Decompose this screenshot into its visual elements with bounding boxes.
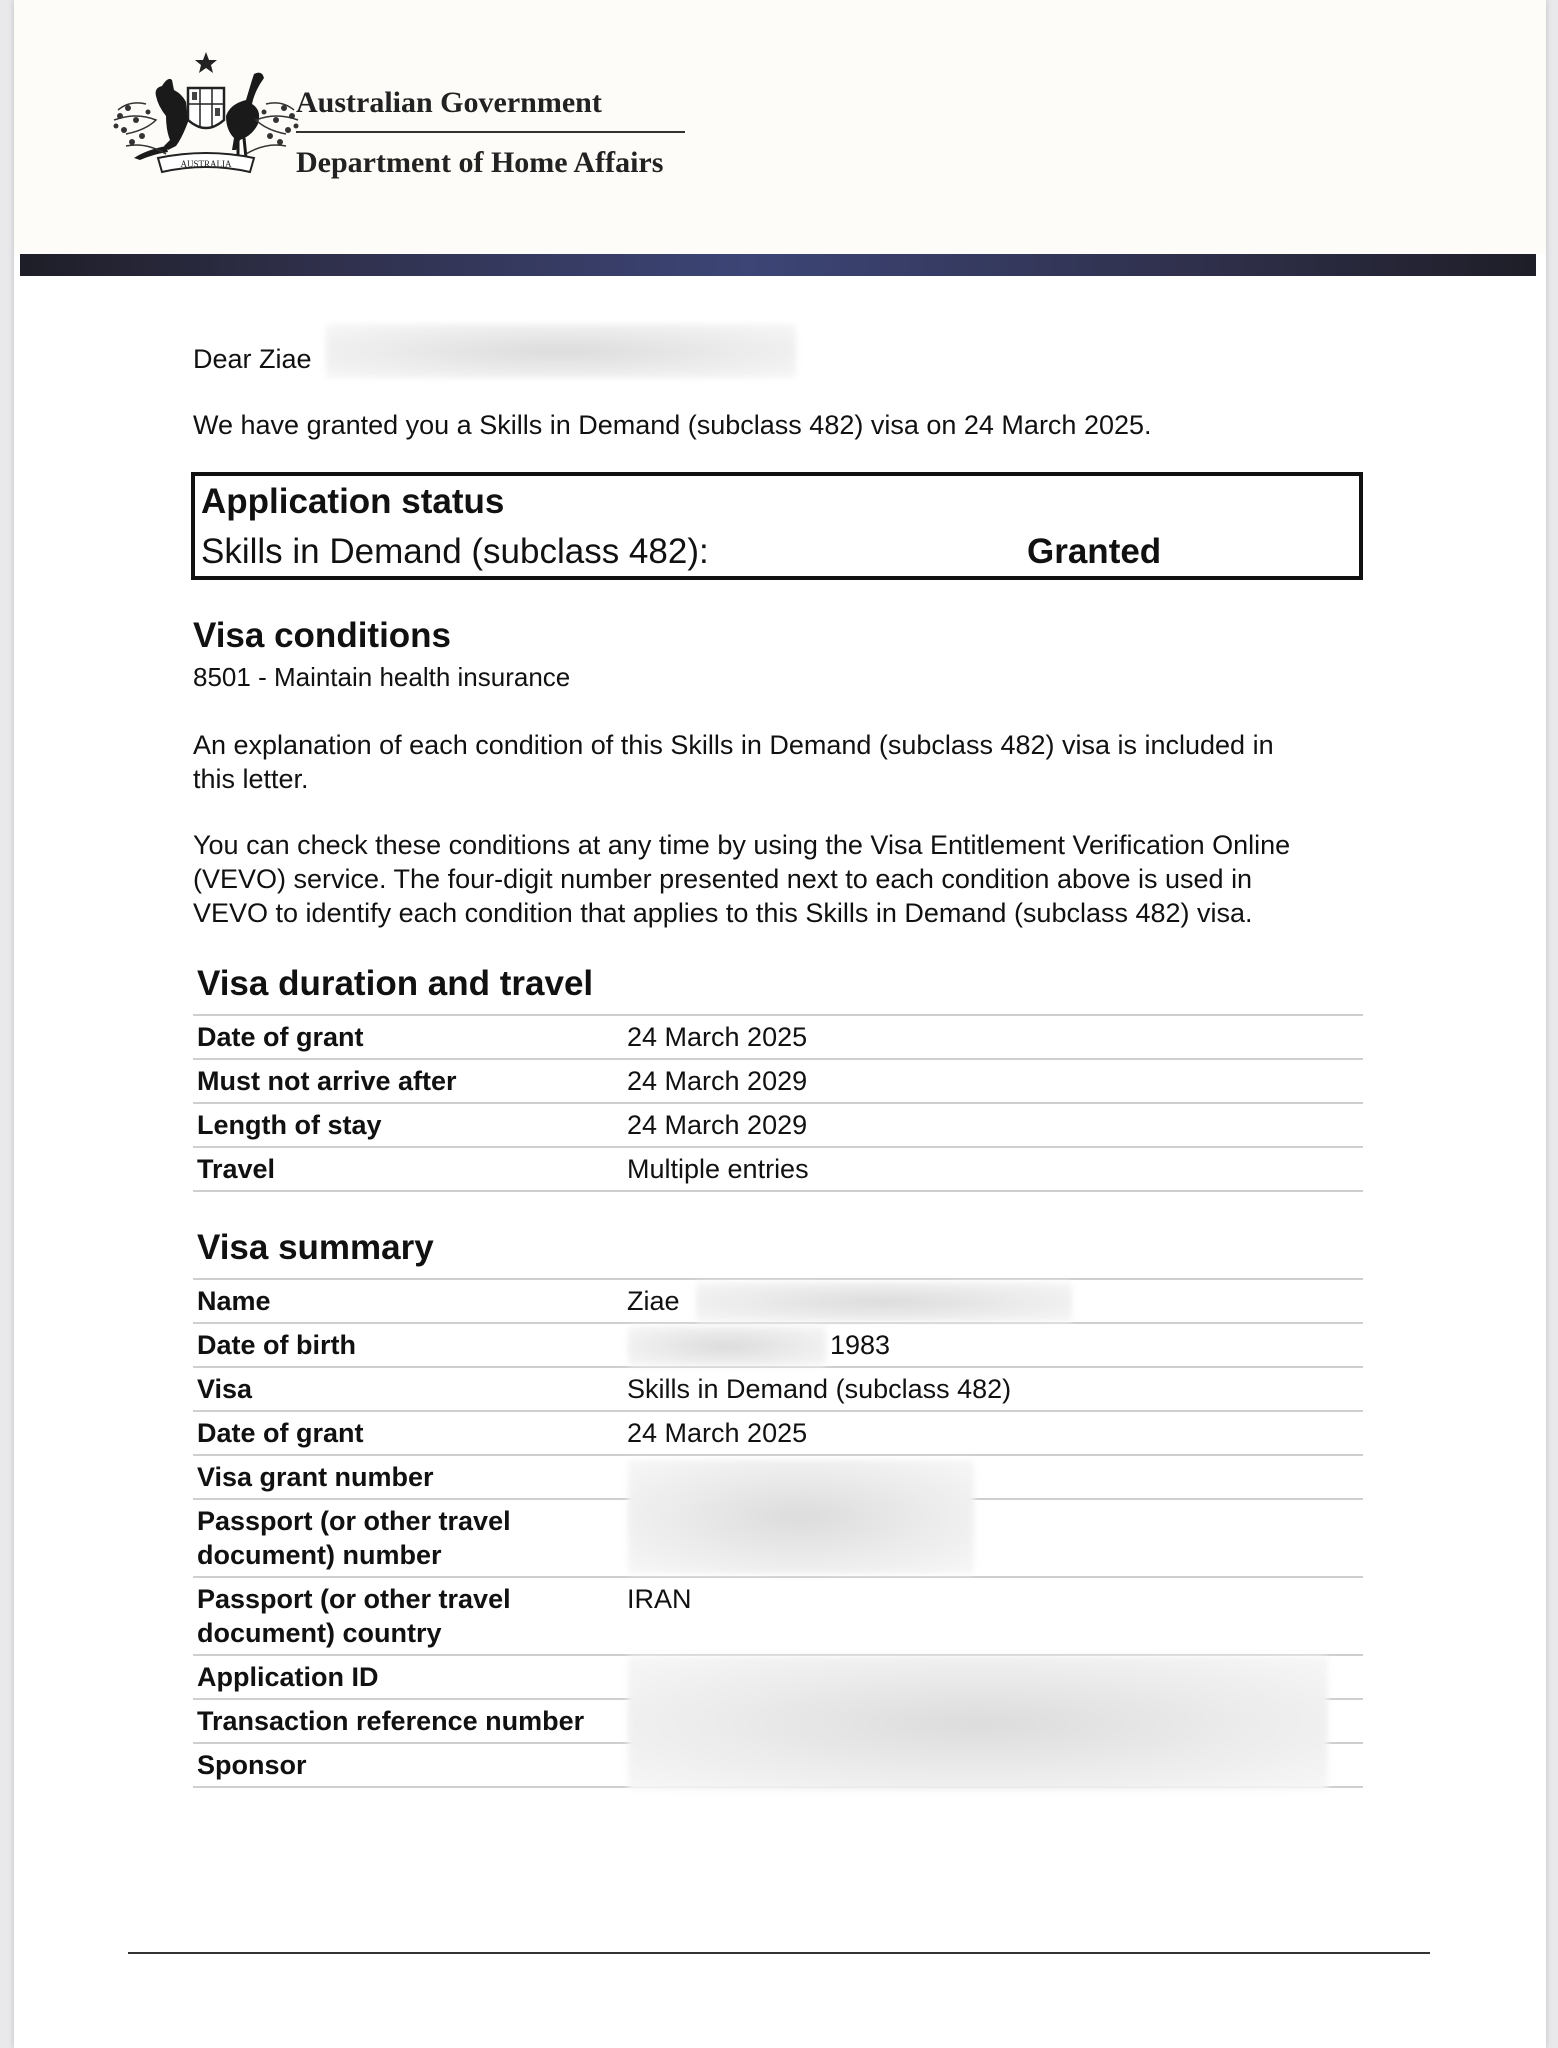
- condition-8501: 8501 - Maintain health insurance: [193, 662, 571, 692]
- table-row: [193, 1148, 1363, 1192]
- row-label: document) number: [197, 1540, 442, 1570]
- table-row: [193, 1060, 1363, 1104]
- coat-of-arms-icon: [106, 50, 306, 190]
- visa-summary-heading: Visa summary: [197, 1228, 434, 1267]
- application-status-value: Granted: [1027, 532, 1162, 571]
- table-row: [193, 1412, 1363, 1456]
- visa-conditions-heading: Visa conditions: [193, 616, 452, 655]
- row-label: Date of grant: [197, 1022, 364, 1052]
- table-row: [193, 1578, 1363, 1656]
- header-banner-stripe: [20, 254, 1536, 276]
- government-name: Australian Government: [296, 86, 602, 119]
- table-row: [193, 1016, 1363, 1060]
- redacted-surname: [326, 324, 796, 378]
- row-label: Transaction reference number: [197, 1706, 585, 1736]
- vevo-paragraph-line1: You can check these conditions at any time by using the Visa Entitlement Verification Online: [193, 830, 1291, 860]
- department-name: Department of Home Affairs: [296, 146, 664, 179]
- application-status-title: Application status: [201, 482, 505, 521]
- footer-divider: [128, 1952, 1430, 1954]
- letterhead: [14, 0, 1546, 254]
- application-status-box: [191, 472, 1363, 580]
- row-value: Skills in Demand (subclass 482): [627, 1374, 1012, 1404]
- letter-page: [14, 0, 1546, 2048]
- table-row: [193, 1368, 1363, 1412]
- row-label: Sponsor: [197, 1750, 307, 1780]
- row-label: Name: [197, 1286, 271, 1316]
- row-label: Visa grant number: [197, 1462, 434, 1492]
- conditions-explanation-line1: An explanation of each condition of this Skills in Demand (subclass 482) visa is included in: [193, 730, 1274, 760]
- row-label: Date of birth: [197, 1330, 356, 1360]
- table-row: [193, 1104, 1363, 1148]
- row-value: 24 March 2029: [627, 1110, 808, 1140]
- row-value: 1983: [830, 1330, 891, 1360]
- row-label: document) country: [197, 1618, 442, 1648]
- redacted-grant-and-passport-number: [628, 1460, 974, 1574]
- row-value: 24 March 2025: [627, 1022, 808, 1052]
- crest-scroll-text: AUSTRALIA: [180, 159, 232, 169]
- redacted-birth-date: [628, 1326, 826, 1366]
- row-label: Must not arrive after: [197, 1066, 457, 1096]
- grant-sentence: We have granted you a Skills in Demand (subclass 482) visa on 24 March 2025.: [193, 410, 1152, 440]
- redacted-application-details: [628, 1656, 1328, 1790]
- application-status-visa: Skills in Demand (subclass 482):: [201, 532, 709, 571]
- conditions-explanation-line2: this letter.: [193, 764, 309, 794]
- row-value: Multiple entries: [627, 1154, 809, 1184]
- letterhead-divider: [296, 131, 685, 133]
- row-label: Passport (or other travel: [197, 1506, 511, 1536]
- row-label: Passport (or other travel: [197, 1584, 511, 1614]
- row-label: Application ID: [197, 1662, 379, 1692]
- salutation: Dear Ziae: [193, 344, 312, 374]
- row-label: Visa: [197, 1374, 253, 1404]
- row-label: Date of grant: [197, 1418, 364, 1448]
- row-value: Ziae: [627, 1286, 680, 1316]
- row-label: Travel: [197, 1154, 276, 1184]
- vevo-paragraph-line2: (VEVO) service. The four-digit number presented next to each condition above is used in: [193, 864, 1253, 894]
- row-value: 24 March 2025: [627, 1418, 808, 1448]
- row-label: Length of stay: [197, 1110, 382, 1140]
- row-value: IRAN: [627, 1584, 692, 1614]
- row-value: 24 March 2029: [627, 1066, 808, 1096]
- redacted-surname-summary: [696, 1282, 1072, 1322]
- visa-duration-heading: Visa duration and travel: [197, 964, 594, 1003]
- vevo-paragraph-line3: VEVO to identify each condition that applies to this Skills in Demand (subclass 482) visa.: [193, 898, 1253, 928]
